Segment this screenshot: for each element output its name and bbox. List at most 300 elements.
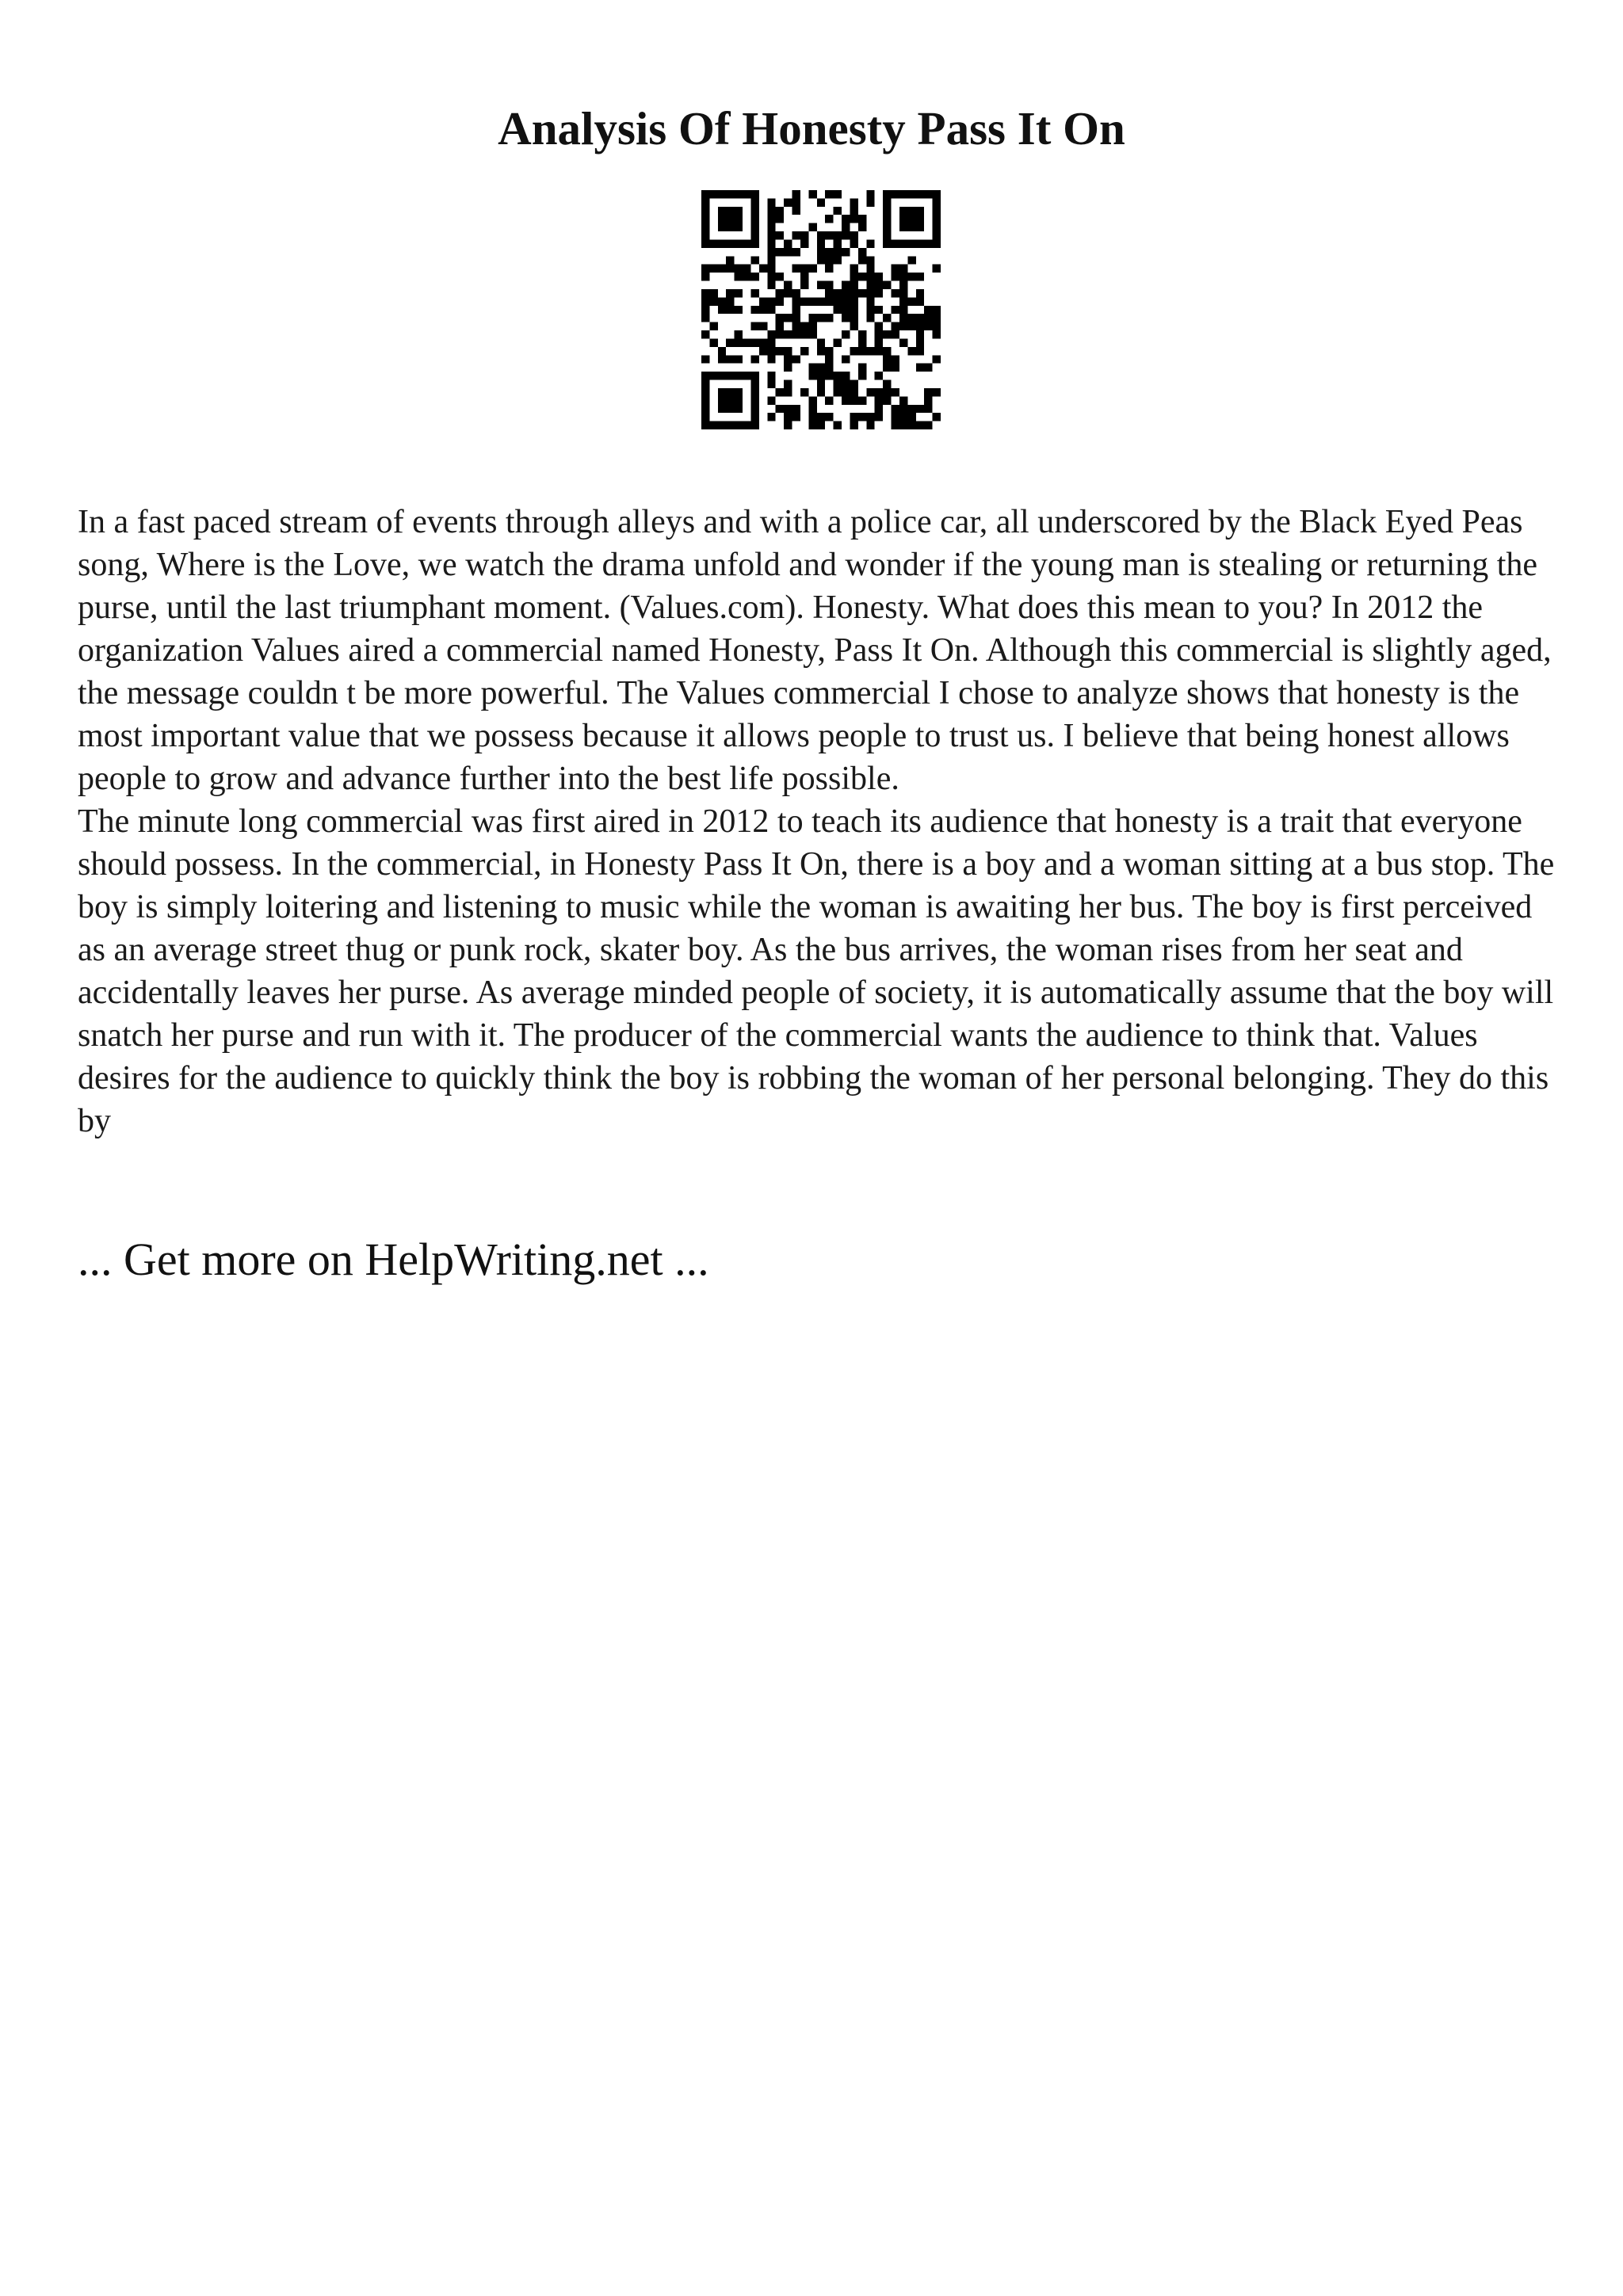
qr-module	[701, 355, 709, 363]
qr-module	[892, 364, 899, 372]
qr-module	[750, 388, 758, 396]
qr-module	[776, 330, 784, 338]
qr-module	[907, 273, 915, 280]
qr-module	[784, 405, 792, 413]
qr-module	[875, 388, 883, 396]
qr-module	[817, 231, 825, 239]
qr-module	[776, 322, 784, 330]
qr-module	[933, 215, 941, 223]
qr-module	[718, 297, 726, 305]
qr-module	[792, 322, 800, 330]
essay-body	[78, 501, 1568, 1142]
qr-module	[866, 297, 874, 305]
qr-module	[842, 231, 850, 239]
qr-module	[726, 421, 734, 429]
qr-module	[892, 265, 899, 273]
qr-module	[834, 388, 842, 396]
qr-module	[792, 289, 800, 297]
qr-module	[743, 273, 750, 280]
page-title: Analysis Of Honesty Pass It On	[498, 102, 1125, 154]
qr-module	[899, 215, 907, 223]
qr-module	[817, 347, 825, 355]
qr-module	[875, 273, 883, 280]
qr-module	[899, 322, 907, 330]
qr-module	[842, 388, 850, 396]
qr-module	[750, 223, 758, 231]
qr-module	[933, 198, 941, 206]
qr-module	[784, 314, 792, 322]
qr-module	[850, 231, 857, 239]
qr-module	[850, 297, 857, 305]
qr-module	[866, 421, 874, 429]
qr-module	[916, 273, 924, 280]
qr-module	[767, 256, 775, 264]
qr-module	[784, 248, 792, 256]
qr-module	[933, 322, 941, 330]
qr-module	[916, 421, 924, 429]
qr-module	[767, 248, 775, 256]
qr-module	[718, 347, 726, 355]
qr-module	[834, 207, 842, 215]
qr-module	[883, 190, 891, 198]
qr-module	[933, 207, 941, 215]
qr-module	[834, 239, 842, 247]
qr-module	[767, 306, 775, 314]
qr-module	[750, 215, 758, 223]
qr-module	[726, 256, 734, 264]
qr-module	[701, 265, 709, 273]
qr-module	[850, 215, 857, 223]
qr-module	[850, 314, 857, 322]
qr-module	[924, 396, 932, 404]
qr-module	[709, 265, 717, 273]
qr-module	[899, 207, 907, 215]
get-more-link[interactable]: ... Get more on HelpWriting.net ...	[78, 1234, 709, 1285]
qr-module	[767, 355, 775, 363]
qr-module	[718, 207, 726, 215]
qr-module	[808, 421, 816, 429]
qr-module	[784, 355, 792, 363]
qr-module	[866, 289, 874, 297]
qr-module	[892, 330, 899, 338]
qr-module	[933, 314, 941, 322]
qr-module	[850, 396, 857, 404]
qr-module	[933, 223, 941, 231]
qr-module	[875, 289, 883, 297]
qr-module	[817, 256, 825, 264]
qr-module	[735, 265, 743, 273]
qr-module	[735, 330, 743, 338]
qr-module	[709, 190, 717, 198]
qr-module	[792, 355, 800, 363]
qr-module	[792, 248, 800, 256]
qr-module	[767, 273, 775, 280]
qr-module	[735, 215, 743, 223]
qr-module	[767, 231, 775, 239]
qr-module	[907, 297, 915, 305]
qr-module	[701, 239, 709, 247]
qr-module	[866, 281, 874, 289]
qr-module	[735, 190, 743, 198]
qr-module	[907, 239, 915, 247]
qr-module	[916, 289, 924, 297]
qr-module	[776, 314, 784, 322]
qr-module	[899, 396, 907, 404]
qr-module	[759, 347, 767, 355]
qr-module	[784, 380, 792, 388]
qr-module	[735, 207, 743, 215]
qr-module	[808, 405, 816, 413]
qr-module	[899, 413, 907, 421]
qr-module	[726, 239, 734, 247]
qr-module	[735, 239, 743, 247]
qr-module	[924, 421, 932, 429]
qr-module	[701, 198, 709, 206]
qr-module	[883, 347, 891, 355]
qr-module	[907, 405, 915, 413]
qr-module	[858, 347, 866, 355]
qr-module	[750, 413, 758, 421]
qr-module	[866, 198, 874, 206]
essay-paragraph-2: The minute long commercial was first aired in 2012 to teach its audience that honesty is a trait that everyone should possess. In the commercial, in Honesty Pass It On, there is a boy and a woman sitting at a bus stop. The boy is simply loitering and listening to music while the woman is awaiting her bus. The boy is first perceived as an average street thug or punk rock, skater boy. As the bus arrives, the woman rises from her seat and accidentally leaves her purse. As average minded people of society, it is automatically assume that the boy will snatch her purse and run with it. The producer of the commercial wants the audience to think that. Values desires for the audience to quickly think the boy is robbing the woman of her personal belonging. They do this by	[78, 803, 1555, 1139]
qr-module	[800, 265, 808, 273]
qr-module	[759, 297, 767, 305]
qr-module	[907, 314, 915, 322]
qr-module	[842, 223, 850, 231]
qr-module	[743, 421, 750, 429]
qr-module	[726, 215, 734, 223]
qr-module	[924, 364, 932, 372]
qr-module	[825, 248, 833, 256]
qr-module	[892, 322, 899, 330]
qr-module	[735, 396, 743, 404]
qr-module	[883, 198, 891, 206]
qr-module	[825, 215, 833, 223]
qr-module	[899, 306, 907, 314]
qr-module	[875, 413, 883, 421]
qr-module	[842, 380, 850, 388]
qr-module	[825, 256, 833, 264]
qr-module	[735, 421, 743, 429]
qr-module	[899, 265, 907, 273]
qr-module	[858, 273, 866, 280]
qr-module	[750, 322, 758, 330]
qr-module	[808, 372, 816, 379]
qr-module	[834, 306, 842, 314]
qr-module	[907, 347, 915, 355]
qr-module	[726, 338, 734, 346]
qr-module	[850, 388, 857, 396]
qr-module	[792, 306, 800, 314]
qr-module	[825, 413, 833, 421]
qr-module	[817, 372, 825, 379]
qr-module	[825, 289, 833, 297]
qr-module	[701, 372, 709, 379]
qr-module	[899, 273, 907, 280]
qr-module	[858, 248, 866, 256]
qr-module	[924, 388, 932, 396]
qr-module	[834, 248, 842, 256]
qr-module	[916, 330, 924, 338]
qr-module	[866, 306, 874, 314]
qr-module	[834, 372, 842, 379]
qr-module	[792, 314, 800, 322]
qr-module	[850, 273, 857, 280]
qr-module	[817, 388, 825, 396]
qr-module	[750, 355, 758, 363]
qr-module	[825, 297, 833, 305]
qr-module	[776, 273, 784, 280]
qr-module	[916, 190, 924, 198]
qr-module	[808, 330, 816, 338]
qr-module	[784, 388, 792, 396]
qr-module	[800, 281, 808, 289]
qr-module	[709, 297, 717, 305]
qr-module	[792, 330, 800, 338]
qr-module	[858, 223, 866, 231]
qr-module	[726, 396, 734, 404]
qr-module	[892, 239, 899, 247]
qr-module	[808, 190, 816, 198]
qr-module	[718, 355, 726, 363]
qr-module	[817, 421, 825, 429]
qr-module	[817, 198, 825, 206]
qr-module	[817, 380, 825, 388]
qr-module	[899, 297, 907, 305]
qr-module	[718, 265, 726, 273]
qr-module	[899, 338, 907, 346]
qr-module	[866, 256, 874, 264]
qr-module	[834, 297, 842, 305]
qr-module	[817, 413, 825, 421]
qr-module	[834, 289, 842, 297]
qr-module	[718, 215, 726, 223]
qr-module	[850, 289, 857, 297]
qr-module	[800, 231, 808, 239]
qr-module	[883, 364, 891, 372]
qr-module	[916, 314, 924, 322]
qr-module	[892, 306, 899, 314]
qr-module	[858, 215, 866, 223]
qr-module	[701, 306, 709, 314]
qr-module	[750, 239, 758, 247]
qr-module	[866, 190, 874, 198]
qr-module	[808, 223, 816, 231]
qr-module	[750, 306, 758, 314]
qr-module	[776, 207, 784, 215]
qr-module	[767, 380, 775, 388]
qr-module	[825, 314, 833, 322]
qr-module	[743, 372, 750, 379]
qr-module	[750, 396, 758, 404]
qr-module	[726, 405, 734, 413]
qr-module	[808, 396, 816, 404]
qr-module	[899, 289, 907, 297]
qr-module	[792, 413, 800, 421]
qr-module	[701, 215, 709, 223]
qr-module	[875, 322, 883, 330]
qr-module	[767, 297, 775, 305]
qr-module	[701, 380, 709, 388]
qr-module	[933, 413, 941, 421]
qr-module	[850, 322, 857, 330]
qr-module	[776, 347, 784, 355]
qr-module	[883, 215, 891, 223]
qr-module	[825, 396, 833, 404]
qr-module	[709, 322, 717, 330]
qr-module	[875, 338, 883, 346]
qr-module	[735, 388, 743, 396]
qr-module	[858, 338, 866, 346]
qr-module	[924, 322, 932, 330]
qr-module	[701, 330, 709, 338]
qr-module	[735, 273, 743, 280]
qr-module	[718, 405, 726, 413]
qr-module	[750, 231, 758, 239]
qr-module	[933, 330, 941, 338]
qr-module	[834, 421, 842, 429]
qr-module	[850, 347, 857, 355]
qr-module	[858, 413, 866, 421]
qr-module	[842, 355, 850, 363]
qr-module	[709, 338, 717, 346]
qr-module	[735, 338, 743, 346]
qr-module	[883, 396, 891, 404]
qr-module	[808, 413, 816, 421]
qr-module	[899, 239, 907, 247]
qr-module	[892, 355, 899, 363]
qr-module	[842, 330, 850, 338]
qr-module	[825, 231, 833, 239]
qr-module	[709, 289, 717, 297]
qr-module	[726, 306, 734, 314]
qr-module	[784, 413, 792, 421]
qr-module	[701, 396, 709, 404]
qr-code-icon[interactable]	[701, 190, 941, 429]
qr-module	[701, 273, 709, 280]
qr-module	[726, 207, 734, 215]
qr-module	[750, 372, 758, 379]
qr-module	[750, 289, 758, 297]
qr-module	[767, 215, 775, 223]
qr-module	[916, 338, 924, 346]
qr-module	[850, 421, 857, 429]
qr-module	[808, 297, 816, 305]
qr-module	[825, 355, 833, 363]
qr-module	[899, 281, 907, 289]
qr-module	[916, 207, 924, 215]
qr-module	[701, 413, 709, 421]
qr-module	[825, 364, 833, 372]
qr-module	[866, 239, 874, 247]
qr-module	[899, 421, 907, 429]
qr-module	[907, 190, 915, 198]
qr-module	[726, 190, 734, 198]
qr-module	[933, 265, 941, 273]
qr-module	[924, 239, 932, 247]
qr-module	[866, 388, 874, 396]
qr-module	[933, 388, 941, 396]
qr-module	[916, 297, 924, 305]
qr-module	[726, 265, 734, 273]
qr-module	[726, 388, 734, 396]
qr-module	[784, 239, 792, 247]
qr-module	[808, 364, 816, 372]
qr-module	[892, 413, 899, 421]
qr-module	[750, 421, 758, 429]
qr-module	[701, 231, 709, 239]
qr-module	[866, 314, 874, 322]
qr-module	[808, 265, 816, 273]
qr-module	[750, 273, 758, 280]
qr-module	[924, 306, 932, 314]
qr-module	[750, 338, 758, 346]
qr-module	[792, 198, 800, 206]
qr-module	[842, 248, 850, 256]
qr-module	[735, 223, 743, 231]
qr-module	[726, 223, 734, 231]
qr-module	[875, 396, 883, 404]
qr-module	[892, 405, 899, 413]
qr-module	[817, 239, 825, 247]
qr-module	[842, 396, 850, 404]
qr-module	[808, 314, 816, 322]
qr-module	[834, 380, 842, 388]
qr-module	[718, 396, 726, 404]
qr-module	[743, 190, 750, 198]
qr-module	[875, 281, 883, 289]
qr-module	[776, 405, 784, 413]
qr-module	[800, 239, 808, 247]
qr-module	[850, 239, 857, 247]
qr-module	[916, 322, 924, 330]
qr-module	[701, 289, 709, 297]
qr-module	[834, 231, 842, 239]
qr-module	[933, 190, 941, 198]
qr-module	[850, 306, 857, 314]
qr-module	[776, 231, 784, 239]
qr-module	[750, 207, 758, 215]
qr-module	[800, 330, 808, 338]
qr-module	[784, 198, 792, 206]
qr-module	[701, 405, 709, 413]
qr-module	[825, 281, 833, 289]
qr-module	[907, 256, 915, 264]
qr-module	[883, 355, 891, 363]
qr-module	[916, 215, 924, 223]
qr-module	[726, 355, 734, 363]
qr-module	[850, 207, 857, 215]
qr-module	[735, 289, 743, 297]
qr-module	[883, 207, 891, 215]
qr-module	[858, 289, 866, 297]
qr-module	[800, 273, 808, 280]
qr-module	[767, 413, 775, 421]
qr-module	[858, 330, 866, 338]
qr-module	[883, 314, 891, 322]
qr-module	[825, 372, 833, 379]
qr-module	[933, 231, 941, 239]
qr-module	[892, 289, 899, 297]
qr-module	[800, 347, 808, 355]
qr-module	[850, 265, 857, 273]
qr-module	[924, 314, 932, 322]
qr-module	[750, 380, 758, 388]
qr-module	[743, 338, 750, 346]
qr-module	[825, 347, 833, 355]
qr-module	[883, 281, 891, 289]
qr-module	[726, 289, 734, 297]
